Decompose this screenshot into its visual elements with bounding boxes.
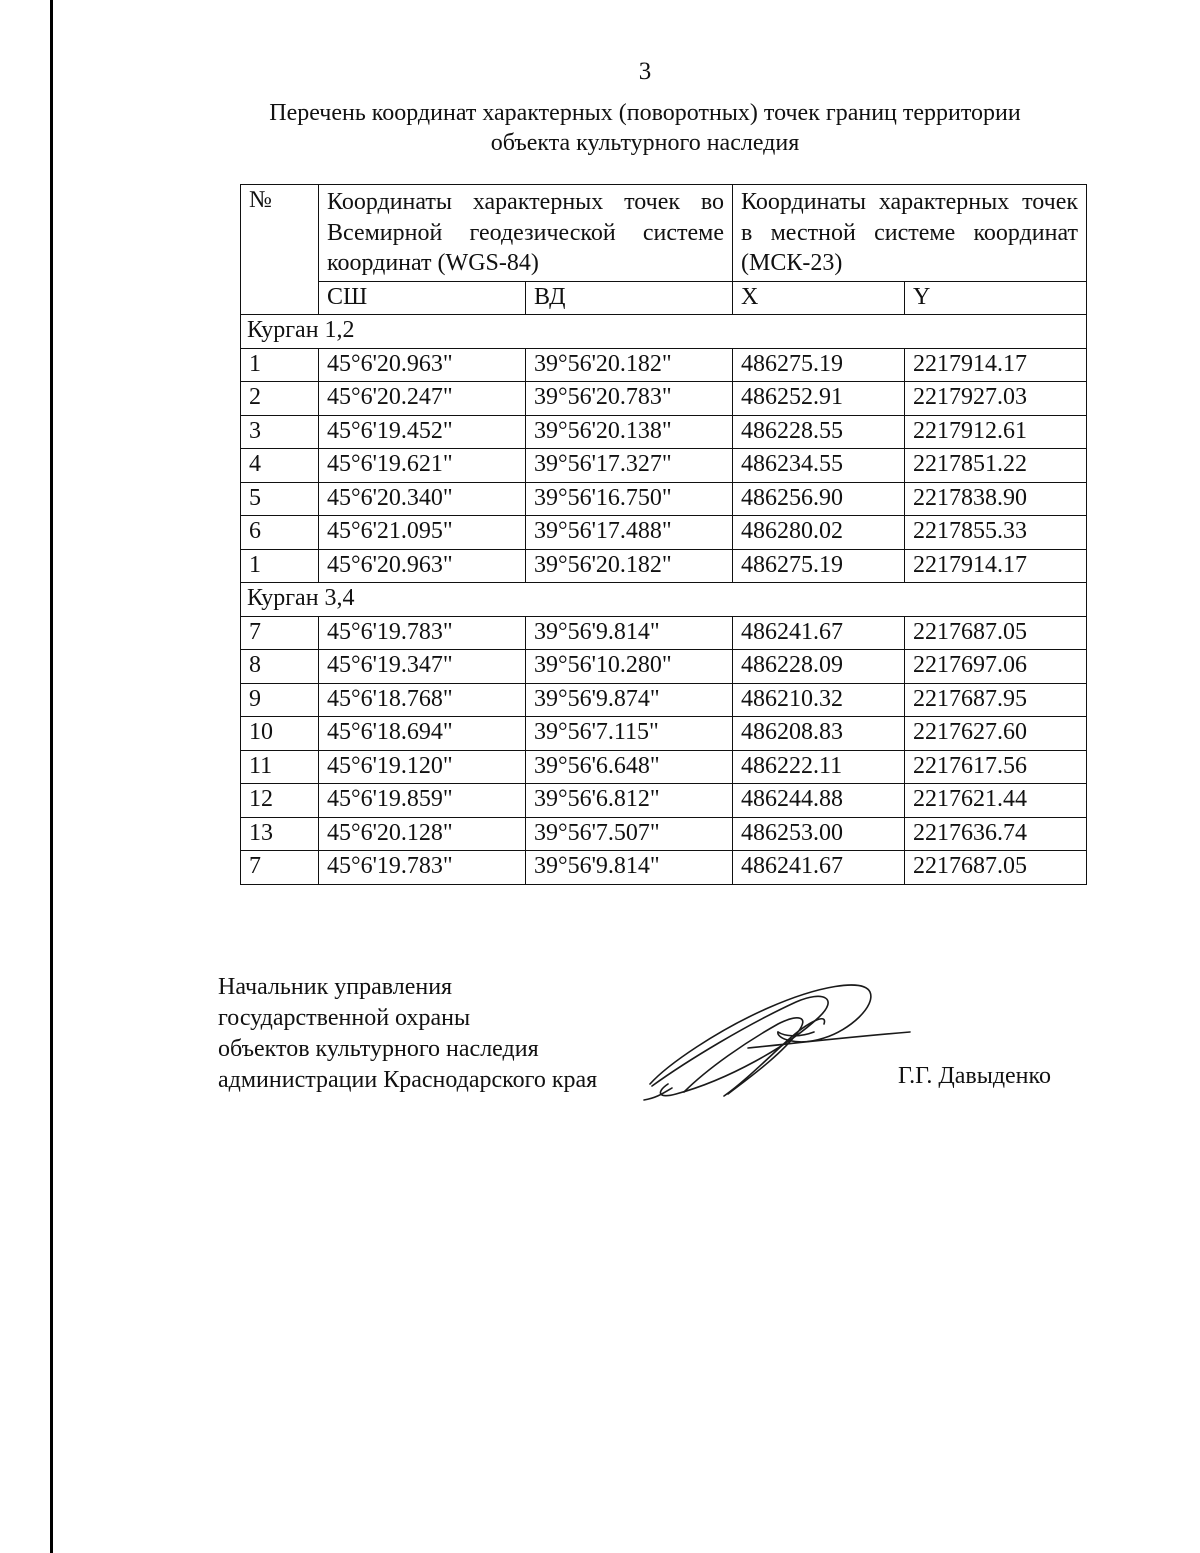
longitude-cell: 39°56'20.138" [526,415,733,449]
table-header-row [241,185,1087,282]
signatory-name: Г.Г. Давыденко [898,1063,1051,1089]
x-coordinate-cell: 486241.67 [733,616,905,650]
point-number-cell: 7 [241,851,319,885]
coordinates-table-body [241,185,1087,885]
y-coordinate-cell: 2217914.17 [905,348,1087,382]
table-row [241,516,1087,550]
longitude-cell: 39°56'17.488" [526,516,733,550]
latitude-cell: 45°6'19.347" [319,650,526,684]
longitude-cell: 39°56'7.507" [526,817,733,851]
longitude-cell: 39°56'9.814" [526,851,733,885]
section-row [241,583,1087,617]
y-coordinate-cell: 2217636.74 [905,817,1087,851]
header-x: X [733,281,905,315]
table-row [241,650,1087,684]
x-coordinate-cell: 486234.55 [733,449,905,483]
x-coordinate-cell: 486252.91 [733,382,905,416]
y-coordinate-cell: 2217851.22 [905,449,1087,483]
latitude-cell: 45°6'19.783" [319,616,526,650]
longitude-cell: 39°56'20.783" [526,382,733,416]
x-coordinate-cell: 486253.00 [733,817,905,851]
y-coordinate-cell: 2217838.90 [905,482,1087,516]
y-coordinate-cell: 2217912.61 [905,415,1087,449]
table-row [241,784,1087,818]
longitude-cell: 39°56'9.874" [526,683,733,717]
table-row [241,717,1087,751]
y-coordinate-cell: 2217687.05 [905,616,1087,650]
longitude-cell: 39°56'20.182" [526,549,733,583]
x-coordinate-cell: 486228.55 [733,415,905,449]
longitude-cell: 39°56'20.182" [526,348,733,382]
table-row [241,482,1087,516]
longitude-cell: 39°56'7.115" [526,717,733,751]
latitude-cell: 45°6'18.694" [319,717,526,751]
section-title: Курган 3,4 [241,583,1087,617]
point-number-cell: 7 [241,616,319,650]
page-number: 3 [638,58,652,85]
table-row [241,449,1087,483]
document-title [0,98,1200,158]
x-coordinate-cell: 486275.19 [733,549,905,583]
longitude-cell: 39°56'16.750" [526,482,733,516]
latitude-cell: 45°6'20.247" [319,382,526,416]
x-coordinate-cell: 486275.19 [733,348,905,382]
longitude-cell: 39°56'17.327" [526,449,733,483]
section-row [241,315,1087,349]
y-coordinate-cell: 2217914.17 [905,549,1087,583]
table-row [241,750,1087,784]
table-subheader-row [241,281,1087,315]
document-title-line-1: Перечень координат характерных (поворотных) точек границ территории [269,100,1021,126]
scan-edge-line [50,0,53,1553]
latitude-cell: 45°6'20.963" [319,549,526,583]
x-coordinate-cell: 486228.09 [733,650,905,684]
x-coordinate-cell: 486256.90 [733,482,905,516]
header-msk-group: Координаты характерных точек в местной системе координат (МСК-23) [733,185,1087,282]
signatory-position [218,972,597,1096]
point-number-cell: 4 [241,449,319,483]
point-number-cell: 8 [241,650,319,684]
latitude-cell: 45°6'19.120" [319,750,526,784]
point-number-cell: 9 [241,683,319,717]
signatory-position-line: объектов культурного наследия [218,1036,539,1062]
latitude-cell: 45°6'20.963" [319,348,526,382]
table-row [241,851,1087,885]
x-coordinate-cell: 486280.02 [733,516,905,550]
section-title: Курган 1,2 [241,315,1087,349]
point-number-cell: 11 [241,750,319,784]
longitude-cell: 39°56'9.814" [526,616,733,650]
point-number-cell: 2 [241,382,319,416]
latitude-cell: 45°6'20.128" [319,817,526,851]
table-row [241,817,1087,851]
signature-icon [628,972,918,1114]
point-number-cell: 1 [241,348,319,382]
x-coordinate-cell: 486208.83 [733,717,905,751]
latitude-cell: 45°6'19.859" [319,784,526,818]
table-row [241,348,1087,382]
point-number-cell: 6 [241,516,319,550]
point-number-cell: 10 [241,717,319,751]
document-title-line-2: объекта культурного наследия [490,130,800,156]
y-coordinate-cell: 2217697.06 [905,650,1087,684]
header-y: Y [905,281,1087,315]
point-number-cell: 12 [241,784,319,818]
latitude-cell: 45°6'19.621" [319,449,526,483]
point-number-cell: 1 [241,549,319,583]
y-coordinate-cell: 2217927.03 [905,382,1087,416]
x-coordinate-cell: 486241.67 [733,851,905,885]
latitude-cell: 45°6'18.768" [319,683,526,717]
latitude-cell: 45°6'19.452" [319,415,526,449]
table-row [241,616,1087,650]
table-row [241,549,1087,583]
y-coordinate-cell: 2217687.05 [905,851,1087,885]
table-row [241,382,1087,416]
header-latitude: СШ [319,281,526,315]
x-coordinate-cell: 486222.11 [733,750,905,784]
x-coordinate-cell: 486244.88 [733,784,905,818]
latitude-cell: 45°6'19.783" [319,851,526,885]
y-coordinate-cell: 2217687.95 [905,683,1087,717]
signatory-position-line: государственной охраны [218,1005,471,1031]
y-coordinate-cell: 2217855.33 [905,516,1087,550]
point-number-cell: 3 [241,415,319,449]
longitude-cell: 39°56'6.648" [526,750,733,784]
header-wgs-group: Координаты характерных точек во Всемирной геодезической системе координат (WGS-84) [319,185,733,282]
table-row [241,415,1087,449]
signatory-position-line: администрации Краснодарского края [218,1067,598,1093]
y-coordinate-cell: 2217617.56 [905,750,1087,784]
point-number-cell: 13 [241,817,319,851]
coordinates-table [240,184,1087,885]
table-row [241,683,1087,717]
header-longitude: ВД [526,281,733,315]
y-coordinate-cell: 2217627.60 [905,717,1087,751]
x-coordinate-cell: 486210.32 [733,683,905,717]
point-number-cell: 5 [241,482,319,516]
longitude-cell: 39°56'10.280" [526,650,733,684]
latitude-cell: 45°6'20.340" [319,482,526,516]
longitude-cell: 39°56'6.812" [526,784,733,818]
header-number: № [241,185,319,315]
latitude-cell: 45°6'21.095" [319,516,526,550]
y-coordinate-cell: 2217621.44 [905,784,1087,818]
signatory-position-line: Начальник управления [218,974,453,1000]
